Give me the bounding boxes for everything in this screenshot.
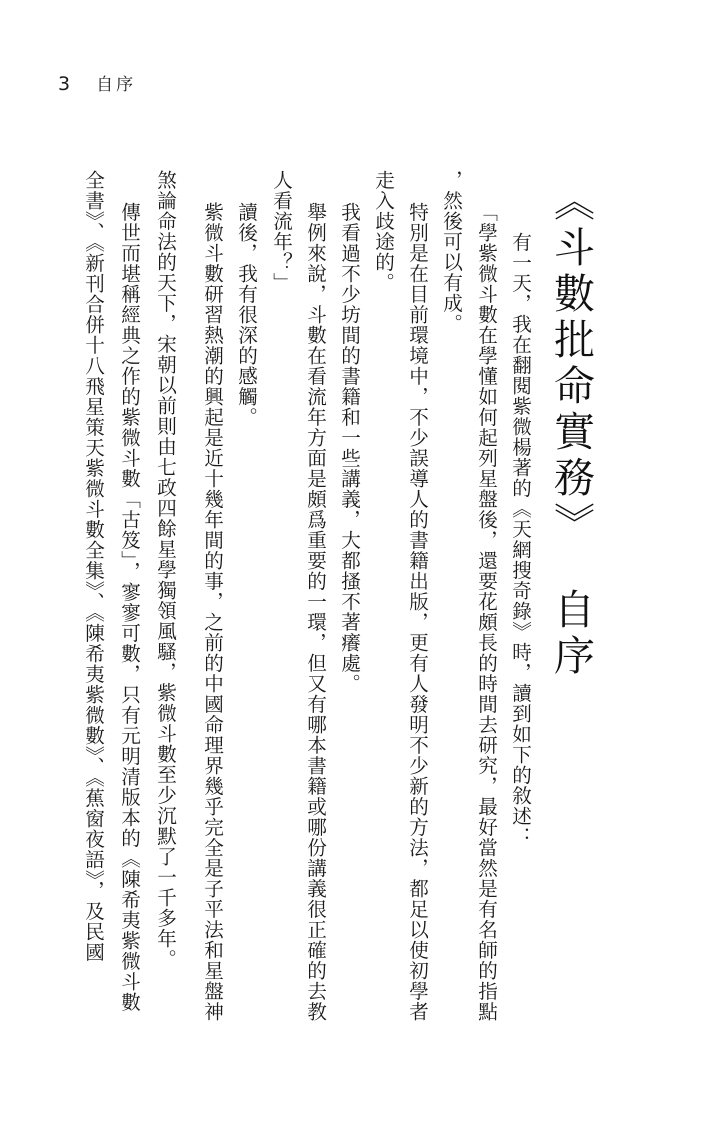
text-column: ，然後可以有成。 [439, 170, 463, 334]
text-column: 讀後，我有很深的感觸。 [234, 202, 258, 428]
page-title [547, 180, 595, 680]
text-column: 舉例來說，斗數在看流年方面是頗爲重要的一環，但又有哪本書籍或哪份講義很正確的去教 [303, 202, 327, 1022]
text-column: 傳世而堪稱經典之作的紫微斗數「古笈」，寥寥可數，只有元明清版本的《陳希夷紫微斗數 [117, 202, 141, 1013]
page-number: 3 [58, 73, 71, 95]
text-column: 走入歧途的。 [371, 170, 395, 293]
text-column: 全書》、《新刊合併十八飛星策天紫微斗數全集》、《陳希夷紫微數》、《蕉窗夜語》，及民國 [81, 170, 105, 963]
running-head: 自序 [96, 75, 137, 95]
title-sub: 自序 [547, 588, 595, 680]
text-column: 有一天，我在翻閱紫微楊著的《天網搜奇錄》時，讀到如下的敘述： [508, 232, 532, 847]
text-column: 紫微斗數研習熱潮的興起是近十幾年間的事，之前的中國命理界幾乎完全是子平法和星盤神 [200, 202, 224, 1022]
title-main: 《斗數批命實務》 [547, 180, 595, 548]
text-column: 特別是在目前環境中，不少誤導人的書籍出版，更有人發明不少新的方法，都足以使初學者 [405, 202, 429, 1022]
text-column: 「學紫微斗數在學懂如何起列星盤後，還要花頗長的時間去研究，最好當然是有名師的指點 [474, 202, 498, 1022]
text-column: 煞論命法的天下，宋朝以前則由七政四餘星學獨領風騷，紫微斗數至少沉默了一千多年。 [153, 170, 177, 970]
page-header [58, 70, 136, 95]
text-column: 人看流年？」 [269, 170, 293, 293]
text-column: 我看過不少坊間的書籍和一些講義，大都搔不著癢處。 [337, 202, 361, 694]
